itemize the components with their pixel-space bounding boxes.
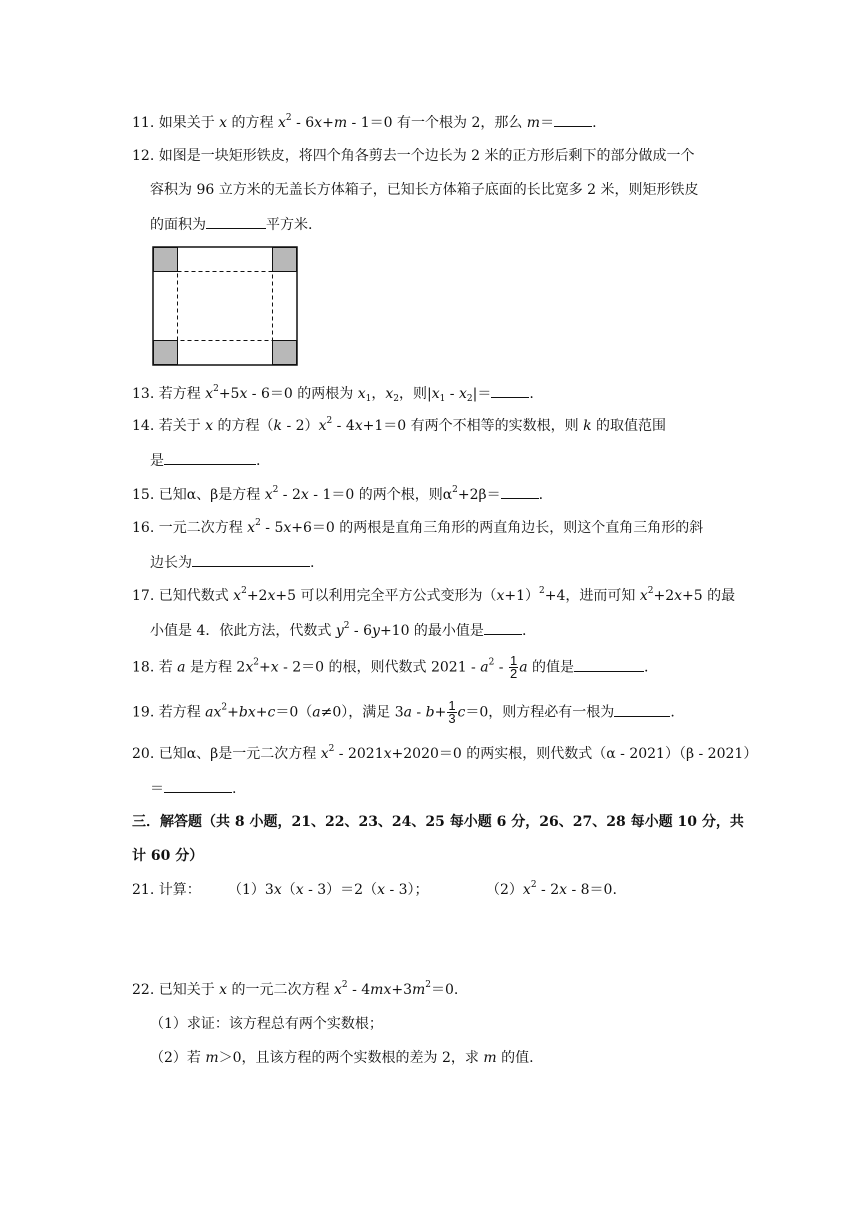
answer-blank[interactable]: [554, 112, 592, 127]
answer-blank[interactable]: [614, 702, 670, 717]
question-number: 18.: [132, 659, 155, 676]
answer-blank[interactable]: [164, 450, 256, 465]
question-number: 21.: [132, 882, 155, 898]
question-number: 22.: [132, 982, 155, 998]
question-12: 12. 如图是一块矩形铁皮，将四个角各剪去一个边长为 2 米的正方形后剩下的部分做成一个: [132, 148, 695, 164]
question-15: 15. 已知α、β是方程 $x^2 - 2x - 1=0$ 的两个根，则$\alpha^2+2\beta=$ .: [132, 485, 544, 503]
question-12-line3: 的面积为 平方米.: [150, 214, 312, 235]
question-20: 20. 已知α、β是一元二次方程 $x^2 - 2021x+2020=0$ 的两实根，则代数式（α - 2021）（β - 2021）: [132, 744, 758, 762]
question-13: 13. 若方程 $x^2+5x - 6=0$ 的两根为 $x_1$，$x_2$，则$|x_1 - x_2|=$ .: [132, 384, 534, 404]
question-11: 11. 如果关于 x 的方程 $x^2 - 6x+m - 1=0$ 有一个根为 2，那么 m＝ .: [132, 113, 597, 131]
corner-square-top-right: [273, 248, 297, 272]
question-number: 12.: [132, 148, 155, 164]
question-22-sub-1: （1）求证：该方程总有两个实数根；: [150, 1016, 383, 1032]
section-3-heading-line2: 计 60 分）: [132, 848, 204, 864]
question-22: 22. 已知关于 x 的一元二次方程 $x^2 - 4mx+3m^2=0$.: [132, 980, 459, 998]
question-17: 17. 已知代数式 $x^2+2x+5$ 可以利用完全平方公式变形为$(x+1)^2+4$，进而可知 $x^2+2x+5$ 的最: [132, 586, 736, 604]
corner-square-top-left: [154, 248, 178, 272]
question-number: 20.: [132, 746, 155, 762]
corner-square-bottom-right: [273, 341, 297, 365]
question-14: 14. 若关于 x 的方程$(k - 2)x^2 - 4x+1=0$ 有两个不相等的实数根，则 k 的取值范围: [132, 416, 667, 434]
question-number: 11.: [132, 115, 155, 131]
question-22-sub-2: （2）若 m＞0，且该方程的两个实数根的差为 2，求 m 的值.: [150, 1050, 534, 1066]
answer-blank[interactable]: [164, 778, 232, 793]
corner-square-bottom-left: [154, 341, 178, 365]
question-19: 19. 若方程 $ax^2+bx+c=0(a\ne 0)$，满足 3a - b+ $\frac{1}{3}$ c＝0，则方程必有一根为 .: [132, 698, 675, 726]
question-21: 21. 计算：: [132, 882, 201, 898]
question-18: 18. 若 a 是方程 $2x^2+x - 2=0$ 的根，则代数式 $2021 - a^2$ - $\frac{1}{2}$ a 的值是 .: [132, 653, 649, 681]
question-12-line2: 容积为 96 立方米的无盖长方体箱子，已知长方体箱子底面的长比宽多 2 米，则矩形铁皮: [150, 182, 699, 198]
answer-blank[interactable]: [206, 214, 266, 229]
question-21-part-1: （1）3x（x - 3）＝2（x - 3）；: [228, 882, 429, 898]
answer-blank[interactable]: [484, 620, 522, 635]
fraction-one-third: $\frac{1}{3}$: [448, 698, 456, 726]
question-16: 16. 一元二次方程 $x^2 - 5x+6=0$ 的两根是直角三角形的两直角边长，则这个直角三角形的斜: [132, 518, 704, 536]
question-number: 13.: [132, 386, 155, 402]
question-14-line2: 是 .: [150, 450, 260, 471]
answer-blank[interactable]: [501, 484, 539, 499]
question-number: 16.: [132, 520, 155, 536]
question-number: 14.: [132, 418, 155, 434]
answer-blank[interactable]: [574, 657, 644, 672]
question-number: 17.: [132, 588, 155, 604]
question-21-part-2: $(2)x^2 - 2x - 8=0$.: [486, 880, 617, 898]
iron-sheet-figure: [152, 246, 298, 366]
question-17-line2: 小值是 4．依此方法，代数式 $y^2 - 6y+10$ 的最小值是 .: [150, 621, 527, 639]
question-16-line2: 边长为 .: [150, 552, 314, 573]
question-20-line2: ＝ .: [150, 778, 236, 799]
fraction-one-half: $\frac{1}{2}$: [509, 653, 518, 681]
question-number: 19.: [132, 704, 155, 721]
answer-blank[interactable]: [192, 552, 310, 567]
answer-blank[interactable]: [491, 383, 529, 398]
section-3-heading: 三．解答题（共 8 小题，21、22、23、24、25 每小题 6 分，26、27、28 每小题 10 分，共: [132, 814, 744, 830]
question-number: 15.: [132, 487, 155, 503]
